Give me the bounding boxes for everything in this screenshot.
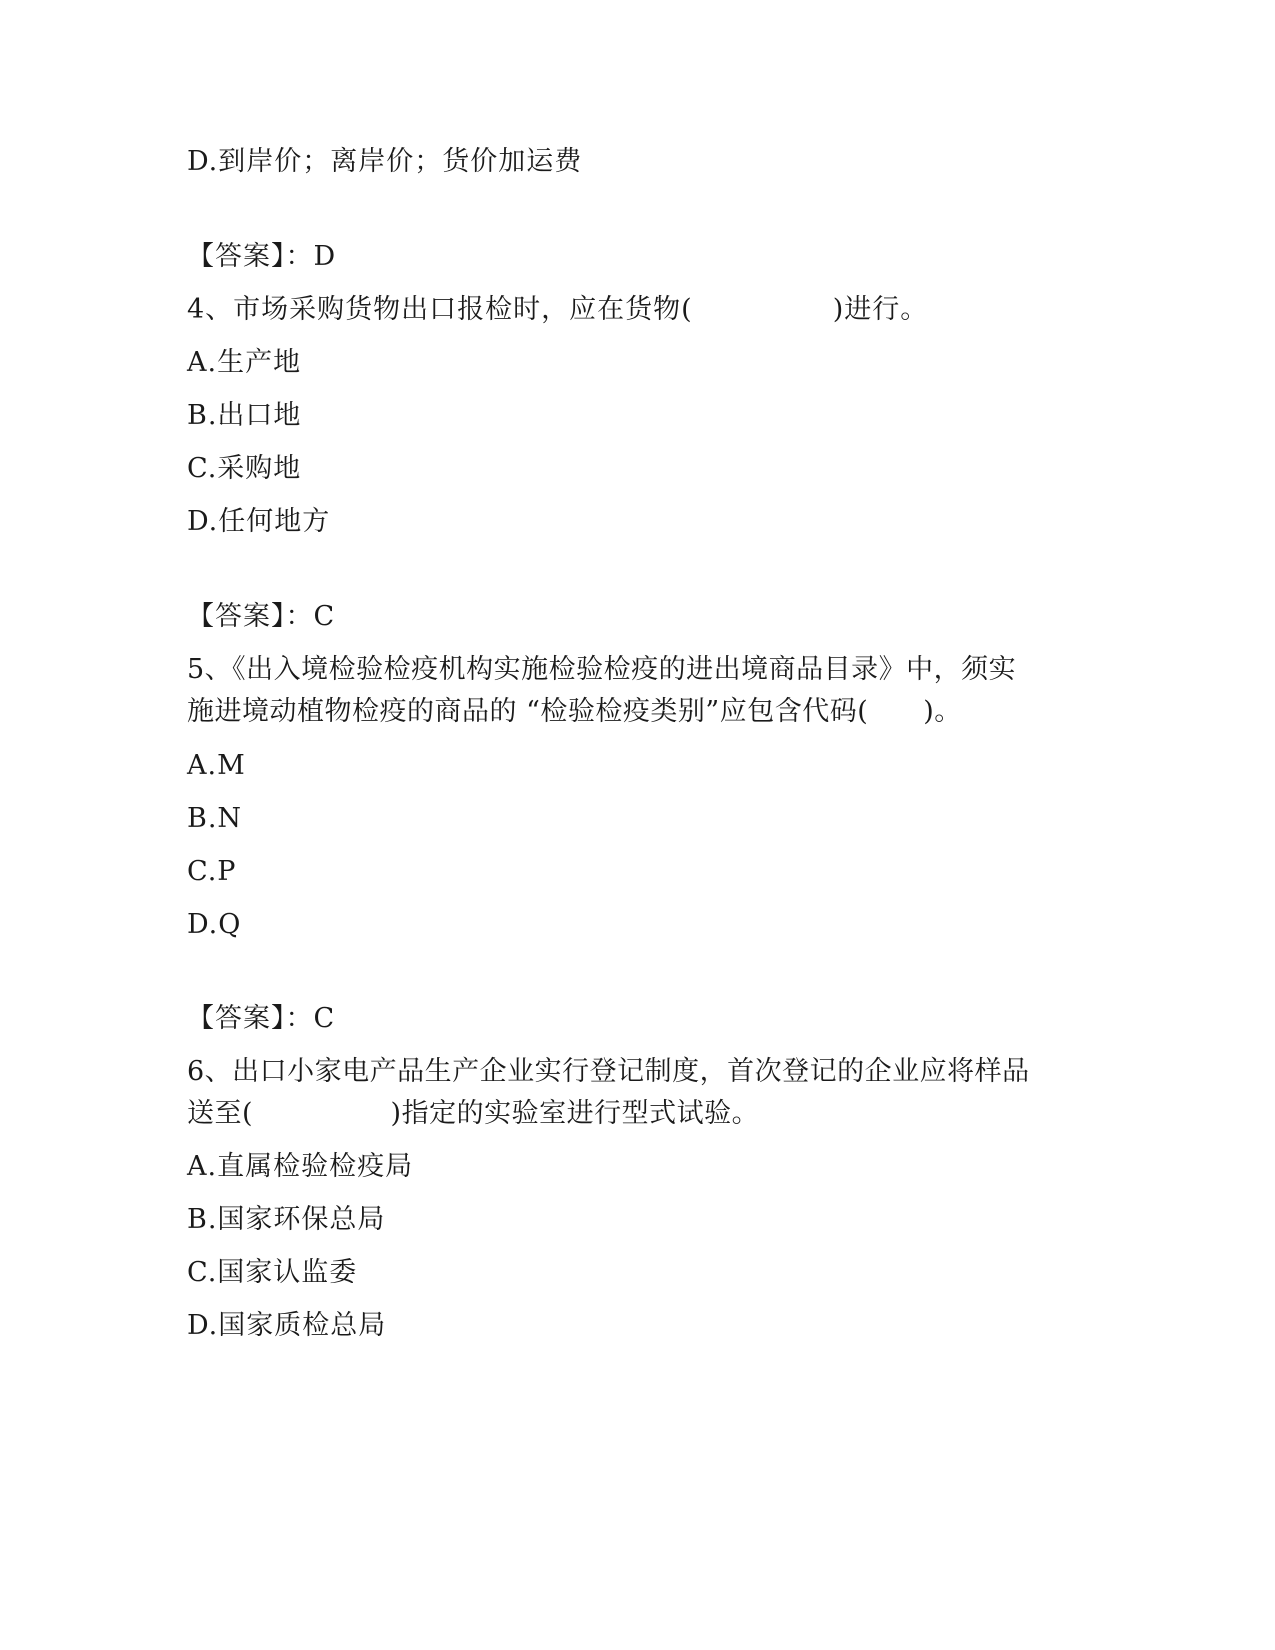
q4-option-b: B.出口地	[187, 400, 302, 431]
q4-option-c: C.采购地	[187, 453, 302, 484]
q5-question-line2: 施进境动植物检疫的商品的 “检验检疫类别”应包含代码( )。	[187, 696, 962, 727]
q4-option-a: A.生产地	[187, 347, 302, 378]
q3-option-d: D.到岸价；离岸价；货价加运费	[187, 146, 583, 177]
q4-answer: 【答案】：C	[187, 601, 336, 632]
q4-option-d: D.任何地方	[187, 506, 331, 537]
q6-question-line1: 6、出口小家电产品生产企业实行登记制度，首次登记的企业应将样品	[187, 1056, 1030, 1087]
q6-option-d: D.国家质检总局	[187, 1310, 387, 1341]
q6-option-b: B.国家环保总局	[187, 1204, 386, 1235]
q5-question-line1: 5、《出入境检验检疫机构实施检验检疫的进出境商品目录》中，须实	[187, 654, 1017, 685]
q5-option-a: A.M	[187, 750, 246, 781]
q6-option-c: C.国家认监委	[187, 1257, 358, 1288]
q5-option-c: C.P	[187, 856, 237, 887]
q4-question: 4、市场采购货物出口报检时，应在货物( )进行。	[187, 294, 929, 325]
q5-option-d: D.Q	[187, 909, 242, 940]
q3-answer: 【答案】：D	[187, 241, 337, 272]
q5-option-b: B.N	[187, 803, 243, 834]
q6-option-a: A.直属检验检疫局	[187, 1151, 414, 1182]
q5-answer: 【答案】：C	[187, 1003, 336, 1034]
q6-question-line2: 送至( )指定的实验室进行型式试验。	[187, 1098, 760, 1129]
